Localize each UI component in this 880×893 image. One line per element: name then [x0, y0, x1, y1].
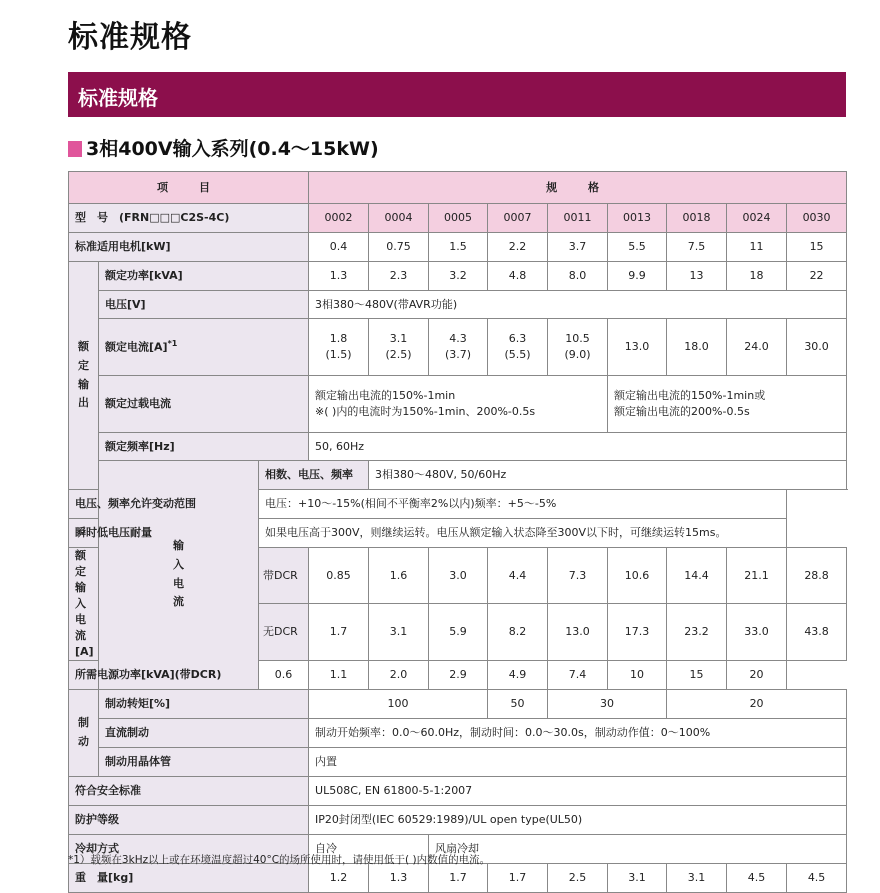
rated-frequency-row [69, 433, 847, 461]
power-capacity-cell: 7.4 [548, 660, 608, 689]
weight-cell: 1.7 [488, 863, 548, 892]
tolerance-row [69, 490, 847, 519]
rated-power-cell: 2.3 [369, 262, 429, 291]
rated-power-cell: 9.9 [608, 262, 667, 291]
weight-cell: 1.3 [369, 863, 429, 892]
input-current-with-dcr-cell: 14.4 [667, 548, 727, 604]
voltage-value: 3相380～480V(带AVR功能) [309, 291, 847, 319]
header-row [69, 172, 847, 204]
power-capacity-cell: 2.9 [429, 660, 488, 689]
input-current-without-dcr-cell: 33.0 [727, 604, 787, 660]
motor-kw-cell: 3.7 [548, 233, 608, 262]
model-code-cell: 0030 [787, 204, 847, 233]
overload-row [69, 376, 847, 433]
safety-row [69, 776, 847, 805]
page-title: 标准规格 [68, 20, 192, 55]
rated-current-cell: 4.3 (3.7) [429, 319, 488, 376]
weight-cell: 3.1 [608, 863, 667, 892]
input-current-with-dcr-cell: 21.1 [727, 548, 787, 604]
motor-kw-cell: 0.75 [369, 233, 429, 262]
pink-square-marker [68, 141, 82, 157]
overload-value-small: 额定输出电流的150%-1min ※( )内的电流时为150%-1min、200%-0.5s [309, 376, 608, 433]
voltage-label: 电压[V] [99, 291, 309, 319]
braking-torque-value: 20 [667, 689, 847, 718]
subtitle-text: 3相400V输入系列(0.4～15kW) [86, 138, 379, 160]
model-code-cell: 0011 [548, 204, 608, 233]
weight-cell: 1.7 [429, 863, 488, 892]
weight-cell: 4.5 [787, 863, 847, 892]
rated-power-row [69, 262, 847, 291]
series-subtitle [68, 134, 379, 161]
input-current-without-dcr-cell: 8.2 [488, 604, 548, 660]
rated-current-cell: 30.0 [787, 319, 847, 376]
input-current-without-dcr-cell: 43.8 [787, 604, 847, 660]
model-code-cell: 0004 [369, 204, 429, 233]
motor-label: 标准适用电机[kW] [69, 233, 309, 262]
power-capacity-cell: 20 [727, 660, 787, 689]
phase-label: 相数、电压、频率 [259, 461, 369, 490]
phase-row [69, 461, 847, 490]
cooling-natural: 自冷 [309, 834, 429, 863]
spec-header: 规 格 [309, 172, 847, 204]
model-code-cell: 0005 [429, 204, 488, 233]
safety-label: 符合安全标准 [69, 776, 309, 805]
input-current-without-dcr-cell: 5.9 [429, 604, 488, 660]
rated-current-cell: 24.0 [727, 319, 787, 376]
spec-table [68, 171, 847, 893]
model-code-cell: 0018 [667, 204, 727, 233]
rated-power-cell: 3.2 [429, 262, 488, 291]
input-current-without-dcr-cell: 1.7 [309, 604, 369, 660]
input-current-with-dcr-cell: 4.4 [488, 548, 548, 604]
rated-power-cell: 1.3 [309, 262, 369, 291]
weight-label: 重 量[kg] [69, 863, 309, 892]
protection-value: IP20封闭型(IEC 60529:1989)/UL open type(UL50) [309, 805, 847, 834]
rated-current-cell: 10.5 (9.0) [548, 319, 608, 376]
protection-row [69, 805, 847, 834]
dc-braking-value: 制动开始频率：0.0～60.0Hz，制动时间：0.0～30.0s，制动动作值：0～100% [309, 718, 847, 747]
rated-current-cell: 1.8 (1.5) [309, 319, 369, 376]
power-capacity-cell: 10 [608, 660, 667, 689]
model-label: 型 号 (FRN□□□C2S-4C) [69, 204, 309, 233]
with-dcr-label: 带DCR [259, 548, 309, 604]
rated-power-cell: 8.0 [548, 262, 608, 291]
model-code-cell: 0013 [608, 204, 667, 233]
input-current-with-dcr-cell: 3.0 [429, 548, 488, 604]
power-capacity-cell: 1.1 [309, 660, 369, 689]
input-current-without-dcr-cell: 23.2 [667, 604, 727, 660]
brake-transistor-value: 内置 [309, 747, 847, 776]
braking-torque-row [69, 689, 847, 718]
input-current-label: 额定输入电流[A] [69, 548, 99, 661]
voltage-row [69, 291, 847, 319]
voltage-dip-value: 如果电压高于300V，则继续运转。电压从额定输入状态降至300V以下时，可继续运转15ms。 [259, 519, 787, 548]
input-current-with-dcr-cell: 0.85 [309, 548, 369, 604]
overload-label: 额定过载电流 [99, 376, 309, 433]
input-current-with-dcr-cell: 10.6 [608, 548, 667, 604]
without-dcr-label: 无DCR [259, 604, 309, 660]
phase-value: 3相380～480V, 50/60Hz [369, 461, 847, 490]
motor-kw-cell: 0.4 [309, 233, 369, 262]
rated-power-cell: 4.8 [488, 262, 548, 291]
motor-kw-cell: 7.5 [667, 233, 727, 262]
cooling-label: 冷却方式 [69, 834, 309, 863]
model-row [69, 204, 847, 233]
input-current-with-dcr-cell: 28.8 [787, 548, 847, 604]
power-capacity-cell: 2.0 [369, 660, 429, 689]
rated-power-label: 额定功率[kVA] [99, 262, 309, 291]
weight-cell: 2.5 [548, 863, 608, 892]
rated-current-cell: 3.1 (2.5) [369, 319, 429, 376]
braking-torque-label: 制动转矩[%] [99, 689, 309, 718]
motor-kw-cell: 5.5 [608, 233, 667, 262]
weight-cell: 1.2 [309, 863, 369, 892]
rated-power-cell: 13 [667, 262, 727, 291]
rated-current-cell: 13.0 [608, 319, 667, 376]
safety-value: UL508C, EN 61800-5-1:2007 [309, 776, 847, 805]
input-current-without-dcr-cell: 17.3 [608, 604, 667, 660]
input-current-with-dcr-cell: 1.6 [369, 548, 429, 604]
section-banner [68, 72, 846, 117]
weight-cell: 3.1 [667, 863, 727, 892]
model-code-cell: 0002 [309, 204, 369, 233]
power-capacity-label: 所需电源功率[kVA](带DCR) [69, 660, 259, 689]
model-code-cell: 0007 [488, 204, 548, 233]
power-capacity-cell: 15 [667, 660, 727, 689]
brake-transistor-label: 制动用晶体管 [99, 747, 309, 776]
footnote: *1）载频在3kHz以上或在环境温度超过40°C的场所使用时，请使用低于( )内数值的电流。 [68, 854, 491, 866]
input-group: 输 入 电 流 [99, 461, 259, 690]
rated-output-group: 额 定 输 出 [69, 262, 99, 490]
voltage-dip-row [69, 519, 847, 548]
input-current-without-dcr-cell: 13.0 [548, 604, 608, 660]
power-capacity-cell: 0.6 [259, 660, 309, 689]
rated-current-cell: 6.3 (5.5) [488, 319, 548, 376]
overload-value-large: 额定输出电流的150%-1min或 额定输出电流的200%-0.5s [608, 376, 847, 433]
rated-current-row [69, 319, 847, 376]
tolerance-value: 电压：+10～-15%(相间不平衡率2%以内)频率：+5～-5% [259, 490, 787, 519]
motor-kw-cell: 15 [787, 233, 847, 262]
rated-frequency-value: 50, 60Hz [309, 433, 847, 461]
dc-braking-row [69, 718, 847, 747]
power-capacity-row [69, 660, 847, 689]
rated-power-cell: 18 [727, 262, 787, 291]
input-current-with-dcr-cell: 7.3 [548, 548, 608, 604]
braking-torque-value: 50 [488, 689, 548, 718]
braking-group: 制 动 [69, 689, 99, 776]
cooling-fan: 风扇冷却 [429, 834, 847, 863]
tolerance-label: 电压、频率允许变动范围 [69, 490, 259, 519]
protection-label: 防护等级 [69, 805, 309, 834]
rated-power-cell: 22 [787, 262, 847, 291]
item-header: 项 目 [69, 172, 309, 204]
weight-cell: 4.5 [727, 863, 787, 892]
power-capacity-cell: 4.9 [488, 660, 548, 689]
input-current-without-dcr-cell: 3.1 [369, 604, 429, 660]
motor-kw-cell: 1.5 [429, 233, 488, 262]
model-code-cell: 0024 [727, 204, 787, 233]
motor-kw-cell: 11 [727, 233, 787, 262]
motor-row [69, 233, 847, 262]
rated-frequency-label: 额定频率[Hz] [99, 433, 309, 461]
rated-current-cell: 18.0 [667, 319, 727, 376]
braking-torque-value: 30 [548, 689, 667, 718]
motor-kw-cell: 2.2 [488, 233, 548, 262]
braking-torque-value: 100 [309, 689, 488, 718]
banner-title: 标准规格 [78, 86, 158, 110]
dc-braking-label: 直流制动 [99, 718, 309, 747]
brake-transistor-row [69, 747, 847, 776]
rated-current-label: 额定电流$[A]^{*1}$ [99, 319, 309, 376]
weight-row [69, 863, 847, 892]
voltage-dip-label: 瞬时低电压耐量 [69, 519, 259, 548]
